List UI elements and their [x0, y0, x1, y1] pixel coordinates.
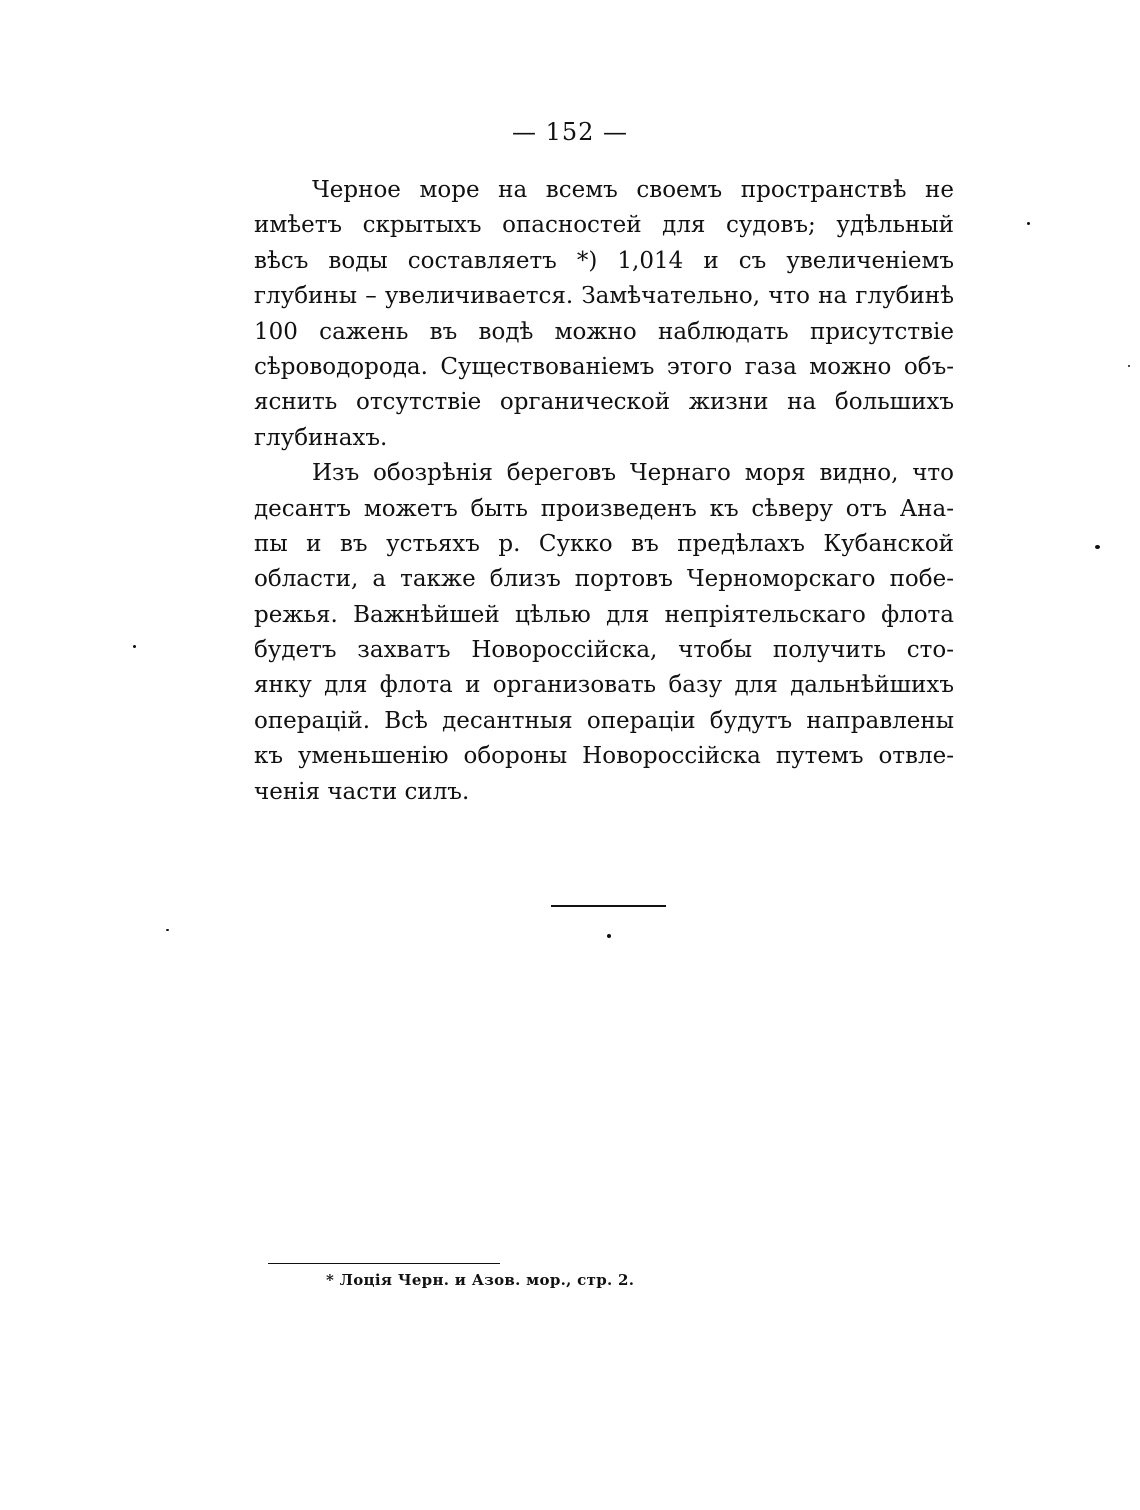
footnote-rule: [268, 1263, 500, 1264]
paragraph-2-line-6: будетъ захватъ Новороссійска, чтобы получить сто-: [254, 637, 954, 664]
footnote: * Лоція Черн. и Азов. мор., стр. 2.: [326, 1271, 635, 1289]
paragraph-2-line-7: янку для флота и организовать базу для дальнѣйшихъ: [254, 672, 954, 699]
paragraph-2-line-3: пы и въ устьяхъ р. Сукко въ предѣлахъ Кубанской: [254, 530, 954, 557]
ink-speck: [166, 929, 169, 931]
paragraph-1-line-6: сѣроводорода. Существованіемъ этого газа можно объ-: [254, 353, 954, 380]
ink-speck: [1027, 222, 1030, 225]
body-text: [254, 173, 954, 810]
paragraph-1-line-3: вѣсъ воды составляетъ *) 1,014 и съ увеличеніемъ: [254, 247, 954, 274]
paragraph-2-line-5: режья. Важнѣйшей цѣлью для непріятельскаго флота: [254, 601, 954, 628]
paragraph-1-line-5: 100 сажень въ водѣ можно наблюдать присутствіе: [254, 318, 954, 345]
paragraph-2-line-8: операцій. Всѣ десантныя операціи будутъ направлены: [254, 707, 954, 734]
paragraph-1-line-7: яснить отсутствіе органической жизни на большихъ: [254, 389, 954, 416]
paragraph-1-line-1: Черное море на всемъ своемъ пространствѣ не: [312, 177, 954, 203]
paragraph-2-line-10: ченія части силъ.: [254, 778, 470, 805]
paragraph-2-line-4: области, а также близъ портовъ Черноморскаго побе-: [254, 566, 954, 593]
section-divider: [551, 905, 666, 907]
ink-speck: [1095, 545, 1100, 549]
page-number: — 152 —: [511, 118, 629, 146]
paragraph-1-line-4: глубины – увеличивается. Замѣчательно, что на глубинѣ: [254, 283, 954, 310]
paragraph-2-line-2: десантъ можетъ быть произведенъ къ сѣверу отъ Ана-: [254, 495, 954, 522]
paragraph-2-line-1: Изъ обозрѣнія береговъ Чернаго моря видно, что: [312, 460, 954, 487]
ink-speck: [607, 934, 611, 938]
ink-speck: [133, 645, 136, 648]
ink-speck: [1128, 365, 1130, 367]
paragraph-2-line-9: къ уменьшенію обороны Новороссійска путемъ отвле-: [254, 743, 954, 770]
paragraph-1-line-2: имѣетъ скрытыхъ опасностей для судовъ; удѣльный: [254, 212, 954, 239]
paragraph-1-line-8: глубинахъ.: [254, 424, 388, 451]
